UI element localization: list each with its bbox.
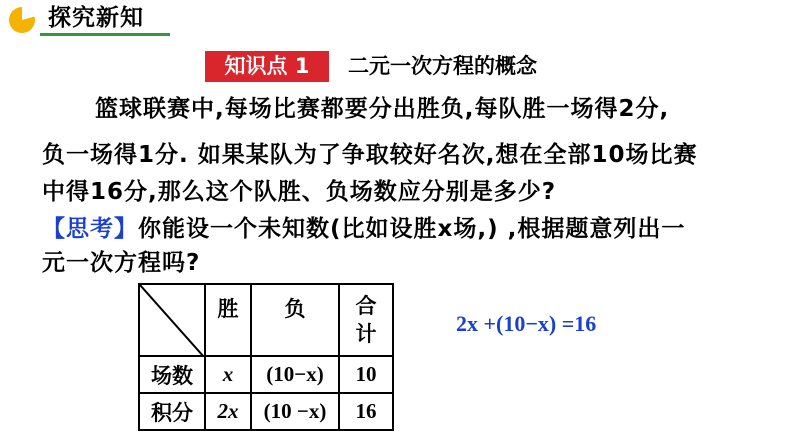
knowledge-point-badge: 知识点 1 bbox=[205, 51, 329, 82]
row-points-win bbox=[205, 393, 251, 430]
row-games-lose: (10−x) bbox=[251, 356, 339, 393]
diagonal-header-cell bbox=[139, 284, 205, 356]
think-label: 【思考】 bbox=[42, 216, 138, 242]
data-table bbox=[138, 283, 394, 431]
header-lose: 负 bbox=[251, 284, 339, 356]
header-underline bbox=[40, 33, 170, 36]
row-games-win-value: x bbox=[222, 362, 234, 386]
think-paragraph bbox=[42, 213, 772, 245]
row-games-label: 场数 bbox=[139, 356, 205, 393]
pie-chart-icon bbox=[8, 6, 36, 34]
row-games-win bbox=[205, 356, 251, 393]
knowledge-point-title: 二元一次方程的概念 bbox=[348, 54, 537, 78]
header-total-line-2: 计 bbox=[355, 322, 377, 346]
header-total-line-1: 合 bbox=[355, 294, 377, 318]
row-points-total: 16 bbox=[339, 393, 393, 430]
header-total bbox=[339, 284, 393, 356]
problem-line-2: 负一场得1分. 如果某队为了争取较好名次,想在全部10场比赛 bbox=[42, 142, 698, 168]
row-points-label: 积分 bbox=[139, 393, 205, 430]
equation: 2x +(10−x) =16 bbox=[456, 311, 597, 336]
problem-line-1: 篮球联赛中,每场比赛都要分出胜负,每队胜一场得2分, bbox=[95, 96, 670, 122]
header-win: 胜 bbox=[205, 284, 251, 356]
row-points-win-value: 2x bbox=[217, 399, 239, 423]
row-games-total: 10 bbox=[339, 356, 393, 393]
section-header bbox=[0, 0, 794, 40]
problem-line-3: 中得16分,那么这个队胜、负场数应分别是多少? bbox=[42, 179, 557, 205]
row-points-lose: (10 −x) bbox=[251, 393, 339, 430]
section-title: 探究新知 bbox=[48, 5, 144, 31]
think-text-1: 你能设一个未知数(比如设胜x场,) ,根据题意列出一 bbox=[138, 216, 686, 242]
diagonal-line bbox=[140, 285, 204, 357]
think-text-2: 元一次方程吗? bbox=[42, 250, 201, 276]
